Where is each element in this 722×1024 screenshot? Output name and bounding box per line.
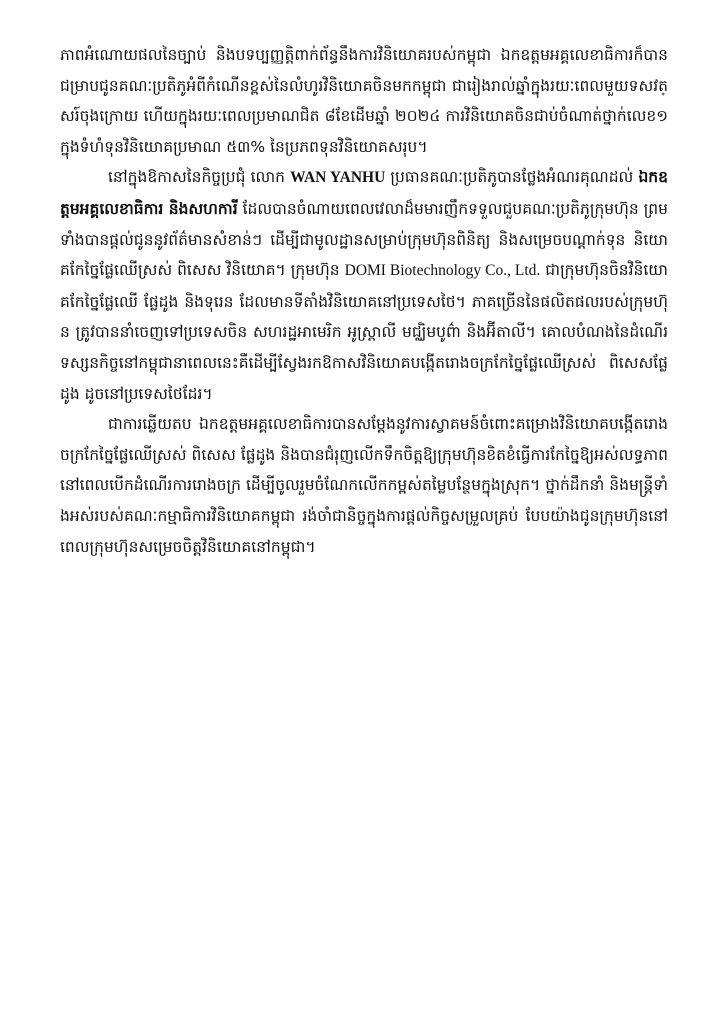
document-page bbox=[60, 40, 668, 562]
paragraph-investment-flow: ភាពអំណោយផលនៃច្បាប់ និងបទប្បញ្ញត្តិពាក់ព័ន្ធនឹងការវិនិយោគរបស់កម្ពុជា ឯកឧត្តមអគ្គលេខាធិការក៏បានជម្រាបជូនគណៈប្រតិភូអំពីកំណើនខ្ពស់នៃលំហូរវិនិយោគចិនមកកម្ពុជា ជារៀងរាល់ឆ្នាំក្នុងរយៈពេលមួយទសវត្សរ៍ចុងក្រោយ ហើយក្នុងរយៈពេលប្រមាណជិត ៨ខែដើមឆ្នាំ ២០២៤ ការវិនិយោគចិនជាប់ចំណាត់ថ្នាក់លេខ១ ក្នុងទំហំទុនវិនិយោគប្រមាណ ៥៣% នៃប្រភពទុនវិនិយោគសរុប។ bbox=[60, 46, 668, 156]
company-name: DOMI Biotechnology Co., Ltd. bbox=[344, 262, 541, 280]
paragraph-text: ដែលបានចំណាយពេលវេលាដ៏មមារញឹកទទួលជួបគណៈប្រតិភូក្រុមហ៊ុន ព្រមទាំងបានផ្តល់ជូននូវព័ត៌មានសំខាន់ៗ ដើម្បីជាមូលដ្ឋានសម្រាប់ក្រុមហ៊ុនពិនិត្យ និងសម្រេចបណ្តាក់ទុន និយោគកែច្នៃផ្លែឈើស្រស់ ពិសេស វិនិយោគ។ ក្រុមហ៊ុន bbox=[60, 199, 668, 280]
paragraph-text: ប្រធានគណៈប្រតិភូបានថ្លែងអំណរគុណដល់ bbox=[385, 168, 639, 187]
secretary-general-emphasis: ឯកឧត្តមអគ្គលេខាធិការ និងសហការី bbox=[60, 168, 668, 218]
paragraph-text: ជាក្រុមហ៊ុនចិនវិនិយោគកែច្នៃផ្លែឈើ ផ្លែដូង និងទុរេន ដែលមានទីតាំងវិនិយោគនៅប្រទេសថៃ។ ភាគច្រើននៃផលិតផលរបស់ក្រុមហ៊ុន ត្រូវបាននាំចេញទៅប្រទេសចិន សហរដ្ឋអាមេរិក អូស្ត្រាលី មជ្ឈិមបូព៌ា និងអ៊ីតាលី។ គោលបំណងនៃដំណើរទស្សនកិច្ចនៅកម្ពុជានាពេលនេះគឺដើម្បីស្វែងរកឱកាសវិនិយោគបង្កើតរោងចក្រកែច្នៃផ្លែឈើស្រស់ ពិសេសផ្លែដូង ដូចនៅប្រទេសថៃដែរ។ bbox=[60, 261, 668, 403]
paragraph-delegation-thanks bbox=[60, 162, 668, 409]
paragraph-response: ជាការឆ្លើយតប ឯកឧត្តមអគ្គលេខាធិការបានសម្តែងនូវការស្វាគមន៍ចំពោះគម្រោងវិនិយោគបង្កើតរោងចក្រកែច្នៃផ្លែឈើស្រស់ ពិសេស ផ្លែដូង និងបានជំរុញលើកទឹកចិត្តឱ្យក្រុមហ៊ុនខិតខំធ្វើការកែច្នៃឱ្យអស់លទ្ធភាព នៅពេលបើកដំណើរការរោងចក្រ ដើម្បីចូលរួមចំណែកលើកកម្ពស់តម្លៃបន្ថែមក្នុងស្រុក។ ថ្នាក់ដឹកនាំ និងមន្ត្រីទាំងអស់របស់គណៈកម្មាធិការវិនិយោគកម្ពុជា រង់ចាំជានិច្ចក្នុងការផ្តល់កិច្ចសម្រួលគ្រប់ បែបយ៉ាងជូនក្រុមហ៊ុននៅពេលក្រុមហ៊ុនសម្រេចចិត្តវិនិយោគនៅកម្ពុជា។ bbox=[60, 415, 668, 556]
paragraph-text: នៅក្នុងឱកាសនៃកិច្ចប្រជុំ លោក bbox=[108, 168, 291, 187]
delegation-head-name: WAN YANHU bbox=[290, 169, 386, 187]
